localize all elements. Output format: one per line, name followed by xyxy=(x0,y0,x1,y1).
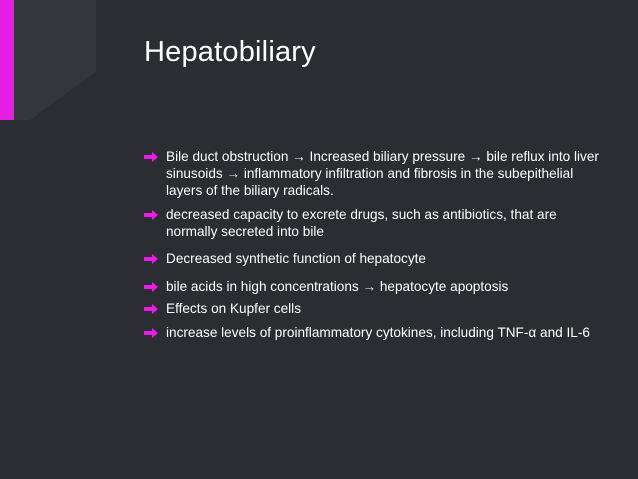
bullet-item xyxy=(144,324,606,341)
bullet-text: decreased capacity to excrete drugs, such as antibiotics, that are normally secreted into bile xyxy=(166,207,557,239)
bullet-arrow-icon xyxy=(144,210,158,220)
bullet-arrow-icon xyxy=(144,152,158,162)
bullet-item xyxy=(144,278,606,295)
bullet-list xyxy=(144,148,606,341)
bullet-arrow-icon xyxy=(144,254,158,264)
bullet-item xyxy=(144,148,606,199)
bullet-arrow-icon xyxy=(144,282,158,292)
corner-decoration xyxy=(0,0,96,120)
slide-title: Hepatobiliary xyxy=(144,36,316,68)
corner-shape-dark xyxy=(14,0,96,120)
bullet-item xyxy=(144,206,606,240)
bullet-text: increase levels of proinflammatory cytokines, including TNF-α and IL-6 xyxy=(166,325,590,340)
bullet-arrow-icon xyxy=(144,304,158,314)
corner-stripe-magenta xyxy=(0,0,14,120)
bullet-text: Effects on Kupfer cells xyxy=(166,301,302,316)
bullet-text: Decreased synthetic function of hepatocyte xyxy=(166,251,426,266)
bullet-text: Bile duct obstruction → Increased biliary pressure → bile reflux into liver sinusoids → inflammatory infiltration and fibrosis in the subepithelial layers of the biliary radicals. xyxy=(166,149,599,198)
bullet-arrow-icon xyxy=(144,328,158,338)
bullet-text: bile acids in high concentrations → hepatocyte apoptosis xyxy=(166,279,509,294)
bullet-item xyxy=(144,300,606,317)
bullet-item xyxy=(144,250,606,267)
